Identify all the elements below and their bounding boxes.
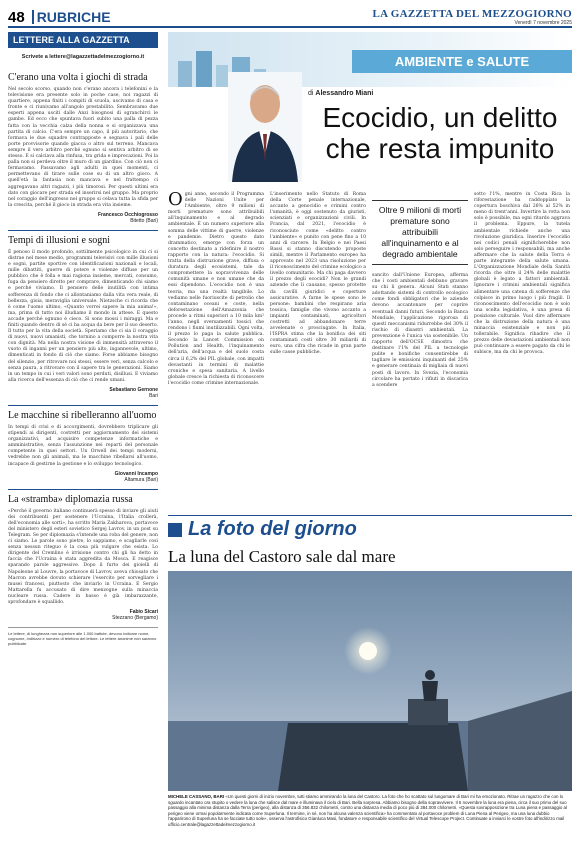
- column-label: AMBIENTE e SALUTE: [352, 50, 572, 73]
- letters-footnote: Le lettere, di lunghezza non superiore alle 1.000 battute, devono indicare nome, cognome, indirizzo e numero di telefono del lettore. Le lettere anonime non saranno pubblicate.: [8, 627, 158, 646]
- photo-caption: MICHELE CASSANO, BARI «Un questi giorni di inizio novembre, tutti stiamo ammirando la luna del Castoro. La foto che ho scattato sul lungomare di Bari mi ha emozionato. Ritrae un ragazzo che con lo sguardo incantato ora stupito o vedere la luna che salisce dal mare e illuminava il cielo di Bari. Bella sorpresa. Abbiamo bisogno della sopravvivere. Il 5 novembre la luna era piena, circa il suo primo del suo passaggio alla minima distanza dalla Terra (perigeo), alla distanza di 356.832 chilometri, contro una distanza media di poco più di 384.000 chilometri. «Questa sovrapposizione tra Luna piena e passaggio al perigeo viene ormai popolarmente indicata come Superluna. Il termine, in sé, non ha alcuna valenza scientifica» ha commentato al portavoce problem di Luna Piena al Perigeo, ma una luna dubbio l'apparirono di Superluna ha se facciate tutto sole», osserva l'astrofisico Gianluca Masi, fondatore e responsabile scientifico del Virtual Telescope Project. Continuate a inviarci le vostre foto all'indirizzo mail ufficio.centrale@lagazzettadelmezzogiorno.it: [168, 794, 567, 827]
- masthead: [372, 8, 572, 26]
- moon-scene-image: [168, 571, 572, 791]
- letter-body: È penoso il modo profondo, sottilmente psicologico in cui ci si distrae nel mese medio, programmi televisivi con mille illusioni e sogni, partite sportive con identificazioni nazionali e locali, mille dibattiti, guerre di potere e violenze diffuse per un pubblico che è folla e mai ragiona insieme, mercati, consumo, fuga da pensiero diretto per comprare, dimenticando chi siamo e perché viviamo. Il pensiero delle inutilità con intima sofferenza di fondo che ci allontaniamo dalla vita vera reale, di bellezza, gioia, meraviglia universale. Nietzsche ci ricorda che è come l'uomo ultimo, «Quanto vorrei sapere la mia anima!», ma, prima di tutto noi illudiamo il mondo in attese. E questo accade perché ognuno è cieco. Si sono mossi i miraggi. Ma e finiti quando dentro di sé ci ha acqua da bere per il suo deserto. Il tutto per la vita della società. Speriamo che ci sia il coraggio di nuovi, nuovi umanisti, che tornino a comporre la nostra vita con dignità. Ma nella nostra visione di immensità attraverso il vuoto di inganni per un pensiero più alto, ingannevole, ultimo, dimenticati in fondo di ciò che siamo. Forse abbiamo bisogno del silenzio, per ritrovare noi stessi, essere veri, senza calcolo e senza paura, a ritrovare con il sapere tra le generazioni. Siamo in un tempo in cui i veri valori sono perduti, disillusi. E viviamo alla ricerca dell'essenza di ciò che ci rende umani.: [8, 249, 158, 383]
- photo-section-label: La foto del giorno: [168, 515, 572, 541]
- author-portrait: [228, 72, 302, 182]
- article-column: L'inserimento nello Statuto di Roma della Corte penale internazionale, accanto a genocidio e crimini contro l'umanità, è oggi sostenuto da giuristi, scienziati e organizzazioni civili. In Francia, dal 2021, l'ecocidio è riconosciuto come «delitto contro l'ambiente» e punito con pene fino a 10 anni di carcere. In Belgio e nei Paesi Bassi si stanno discutendo proposte simili, mentre il Parlamento europeo ha approvato nel 2023 una risoluzione per il riconoscimento del crimine ecologico a livello comunitario. Ma chi paga davvero il prezzo degli ecocidi? Non le grandi aziende che li causano, spesso protette da cavilli giuridici e coperture assicurative. A farne le spese sono le persone: bambini che respirano aria tossica, famiglie che vivono accanto a impianti contaminati, agricoltori costretti ad abbandonare terre avvelenate o prosciugate. In Italia, l'ISPRA stima che la bonifica dei siti contaminati costi oltre 30 miliardi di euro, una cifra che ricade in gran parte sulle casse pubbliche.: [270, 192, 366, 356]
- moon-photo[interactable]: [168, 571, 572, 791]
- article-headline: Ecocidio, un delitto che resta impunito: [322, 102, 558, 164]
- issue-date: Venerdì 7 novembre 2025: [514, 20, 572, 26]
- drop-cap: O: [168, 189, 183, 210]
- photo-title: La luna del Castoro sale dal mare: [168, 547, 396, 566]
- letter-body: In tempi di crisi e di accorgimenti, dovrebbero triplicare gli stipendi ai dirigenti, costretti per aggiornamento dei sistemi organizzativi, ad acquisire competenze informatiche e amministrative, senza l'assunzione nei reparti del personale competente in quei settori. Un Orwell dei tempi moderni, vedrebbe non gli animali, ma le macchine ribellarsi all'uomo, incapace di gestirne la gestione e lo sviluppo tecnologico.: [8, 424, 158, 467]
- pull-quote: Oltre 9 milioni di morti premature sono attribuibili all'inquinamento e al degrado ambientale: [372, 200, 468, 265]
- letter-signature: Sebastiano Gernone Bari: [109, 386, 158, 399]
- header-separator: [32, 10, 34, 24]
- article-column: Ogni anno, secondo il Programma delle Nazioni Unite per l'Ambiente, oltre 9 milioni di morti premature sono attribuibili all'inquinamento e al degrado ambientale. È un numero superiore alla somma delle vittime di guerre, violenze e pandemie. Dietro questo dato drammatico, emerge con forza un concetto destinato a ridefinire il nostro rapporto con la natura: l'ecocidio. Si tratta della distruzione grave, diffusa o duratura degli ecosistemi, tale da compromettere la sopravvivenza delle comunità umane e non umane che da essi dipendono. L'ecocidio non è una teoria, ma una realtà tangibile. Lo vediamo nelle fuoriuscite di petrolio che contaminano oceani e coste, nella deforestazione dell'Amazzonia che procede a ritmi superiori a 10 mila km² l'anno, negli sversamenti tossici che rendono i fiumi inutilizzabili. Ogni volta, il prezzo lo paga la salute pubblica. Secondo la Lancet Commission on Pollution and Health, l'inquinamento dell'aria, dell'acqua e del suolo costa circa il 6,2% del PIL globale, con impatti devastanti in termini di malattie croniche e spesa sanitaria. A livello globale cresce la richiesta di riconoscere l'ecocidio come crimine internazionale.: [168, 189, 264, 386]
- letter-title: Le macchine si ribelleranno all'uomo: [8, 405, 158, 421]
- letters-section-bar: LETTERE ALLA GAZZETTA: [8, 32, 158, 48]
- letters-column: [8, 32, 158, 646]
- masthead-name: LA GAZZETTA DEL MEZZOGIORNO: [372, 8, 572, 20]
- page-number: 48: [8, 8, 25, 26]
- article-column: Oltre 9 milioni di morti premature sono attribuibili all'inquinamento e al degrado ambientale sancito dall'Unione Europea, afferma che i costi ambientali debbano gravare su chi li genera. Alcuni Stati stanno adottando sistemi di controllo ecologico come fondi obbligatori che le aziende devono accantonare per coprire eventuali danni futuri. Secondo la Banca Mondiale, l'applicazione rigorosa di questi meccanismi ridurrebbe del 30% il rischio di disastri ambientali. La prevenzione è l'unica via sostenibile. Un rapporto dell'OCSE dimostra che destinare l'1% del PIL a tecnologie pulite e bonifiche consentirebbe di tagliare le emissioni inquinanti del 25% e generare centinaia di migliaia di nuovi posti di lavoro. In Svezia, l'economia circolare ha portato i rifiuti in discarica a scendere: [372, 192, 468, 389]
- letter-title: La «stramba» diplomazia russa: [8, 489, 158, 505]
- page-header: [8, 8, 572, 28]
- letter-signature: Giovanni Incampo Altamura (Bari): [114, 470, 158, 483]
- article-body: [168, 189, 572, 389]
- letters-write-to[interactable]: Scrivete a lettere@lagazzettadelmezzogiorno.it: [21, 54, 145, 60]
- letter-title: Tempi di illusioni e sogni: [8, 230, 158, 246]
- letter-body: Nel secolo scorso, quando non c'erano ancora i telefonini e la televisione era presente solo in poche case, noi ragazzi di quartiere, appena finiti i compiti di scuola, uscivamo di casa e fronte e ci riunivamo all'angolo prestabilito. Sembravamo due esperti appena usciti dalle Anzi bisognosi di sgranchirci le gambe. Ed ecco che spuntava fuori subito una palla di pezza fatta con la vecchia calza della nonna e si organizzava una partita di calcio. C'era sempre un capo, il più autoritario, che formava le due squadre contrapposte e segnava i pali delle porte provvisorie quando giacca o altro sul terreno. Mancava sempre il vero arbitro perché ognuno si sentiva arbitro di se stesso. E si calciava alla rinfusa, tra grida e imprecazioni. Poi la palla non si perdeva oltre il muro di un giardino. Con ciò non ci fermavamo. Passavamo agli adulti in quei momenti, ci permettevano di tirare sulle cose su di un altro gioco. A quell'età la fantasia non mancava e nel frattempo ci aggregavano altri ragazzi, i più timorosi. Per questi ultimi era dato con giocare per strada ed inserirsi nel gruppo. Ma proprio nel coraggio dell'ingresso nel gruppo si celava tutta la sfida per la crescita, perché il gioco in strada era vita insieme.: [8, 87, 158, 208]
- letter: [8, 489, 158, 622]
- article: [168, 32, 572, 388]
- letter-signature: Francesco Occhiogrosso Bitetto (Bari): [97, 211, 158, 224]
- letter-signature: Fabio Sicari Stezzano (Bergamo): [112, 609, 158, 622]
- letter: [8, 230, 158, 399]
- letter: [8, 405, 158, 483]
- section-title: RUBRICHE: [36, 9, 111, 25]
- author-name: Alessandro Miani: [315, 90, 374, 97]
- photo-credit: MICHELE CASSANO, BARI: [168, 794, 225, 799]
- article-column: sotto l'1%, mentre in Costa Rica la riforestazione ha raddoppiato la copertura boschiva dal 26% al 52% in meno di trent'anni. Invertire la rotta non solo è possibile, ma ogni ritardo aggrava il problema. Eppure, la tutela ambientale richiede anche una rivoluzione giuridica. Inserire l'ecocidio nei codici penali significherebbe non solo perseguire i responsabili, ma anche affermare che la salute della Terra è parte integrante della salute umana. L'Organizzazione Mondiale della Sanità ricorda che oltre il 24% delle malattie globali è legato a fattori ambientali. Ignorare i crimini ambientali significa alimentare una catena di sofferenze che colpisce in primo luogo i più fragili. Il riconoscimento dell'ecocidio non è solo una scelta legislativa, è una presa di posizione culturale. Vuol dire affermare che la distruzione della natura è una minaccia esistenziale e non più tollerabile. Significa ribadire che il prezzo delle devastazioni ambientali non può continuare a essere pagato da chi le subisce, ma da chi le provoca.: [474, 192, 570, 356]
- photo-of-the-day: [168, 515, 572, 828]
- letter: [8, 68, 158, 224]
- letter-body: «Perché il governo italiano continuerà spesso di inviare gli aiuti dei contribuenti per sostenere l'Ucraina, l'Italia crollerà, dell'economia alle sorti», ha scritto Maria Zakharova, portavoce del ministero degli esteri sovietico Sergej Lavrov, in un post su Telegram. Se per diplomazia s'intende una roba del genere, non ci siamo. Le parole sono pietre, lo sappiamo, e scagliarle così senza nessun riteguo è la cosa più vulgare che esista. Lo dirigente del Cremlino è irrisione contro chi gli ha detto in faccia che l'Ucraina è stata aggredita da Mosca. E reagisce sparando parole aggressive. Dopo il furto dei gioielli di Napoleone al Louvre, la portavoce di Lavrov, aveva chiosato che Macron avrebbe dovuto schierare l'esercito per sorvegliare i musei francesi, piuttosto che inviarlo in Ucraina. E Sergio Mattarella fu accusato di dire menzogne sulla minaccia nucleare russa. Cadere in basso è già imbarazzante, sprofondare è squallido.: [8, 508, 158, 605]
- author-line: di Alessandro Miani: [308, 90, 374, 97]
- letter-title: C'erano una volta i giochi di strada: [8, 72, 148, 83]
